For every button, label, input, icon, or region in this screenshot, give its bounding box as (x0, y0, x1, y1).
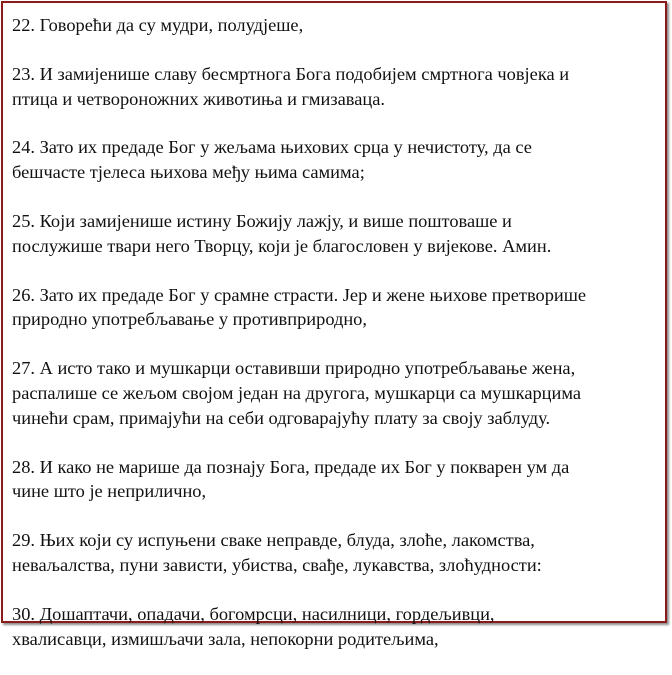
verse-27 (12, 356, 662, 430)
verse-line: 25. Који замијенише истину Божију лажју, и више поштоваше и (12, 210, 512, 231)
verse-list (12, 13, 662, 675)
verse-29 (12, 528, 662, 578)
verse-line: 22. Говорећи да су мудри, полудјеше, (12, 15, 304, 35)
text-frame (1, 1, 667, 649)
verse-line: природно употребљавање у противприродно, (12, 309, 367, 330)
verse-26 (12, 283, 662, 333)
verse-28 (12, 455, 662, 505)
verse-line: 23. И замијенише славу бесмртнога Бога подобијем смртнога човјека и (12, 63, 570, 84)
verse-line: 26. Зато их предаде Бог у срамне страсти. Јер и жене њихове претворише (12, 284, 587, 305)
verse-line: неваљалства, пуни зависти, убиства, свађе, лукавства, злоћудности: (12, 554, 542, 575)
verse-line: бешчасте тјелеса њихова међу њима самима; (12, 162, 365, 183)
verse-line: чине што је неприлично, (12, 481, 207, 502)
verse-22 (12, 13, 662, 38)
verse-line: 28. И како не марише да познају Бога, предаде их Бог у покварен ум да (12, 456, 570, 477)
verse-line: 29. Њих који су испуњени сваке неправде, блуда, злоће, лакомства, (12, 530, 535, 551)
verse-line: послужише твари него Творцу, који је благословен у вијекове. Амин. (12, 235, 552, 256)
verse-23 (12, 62, 662, 112)
verse-24 (12, 135, 662, 185)
verse-line: 27. А исто тако и мушкарци оставивши природно употребљавање жена, (12, 358, 576, 379)
verse-line: распалише се жељом својом један на другога, мушкарци са мушкарцима (12, 382, 582, 403)
verse-line: 30. Дошаптачи, опадачи, богомрсци, насилници, гордељивци, (12, 603, 495, 624)
verse-line: птица и четвороножних животиња и гмизаваца. (12, 88, 385, 109)
verse-line: хвалисавци, измишљачи зала, непокорни родитељима, (12, 628, 439, 649)
verse-line: 24. Зато их предаде Бог у жељама њихових срца у нечистоту, да се (12, 137, 532, 158)
verse-25 (12, 209, 662, 259)
verse-line: чинећи срам, примајући на себи одговарајућу плату за своју заблуду. (12, 407, 551, 428)
